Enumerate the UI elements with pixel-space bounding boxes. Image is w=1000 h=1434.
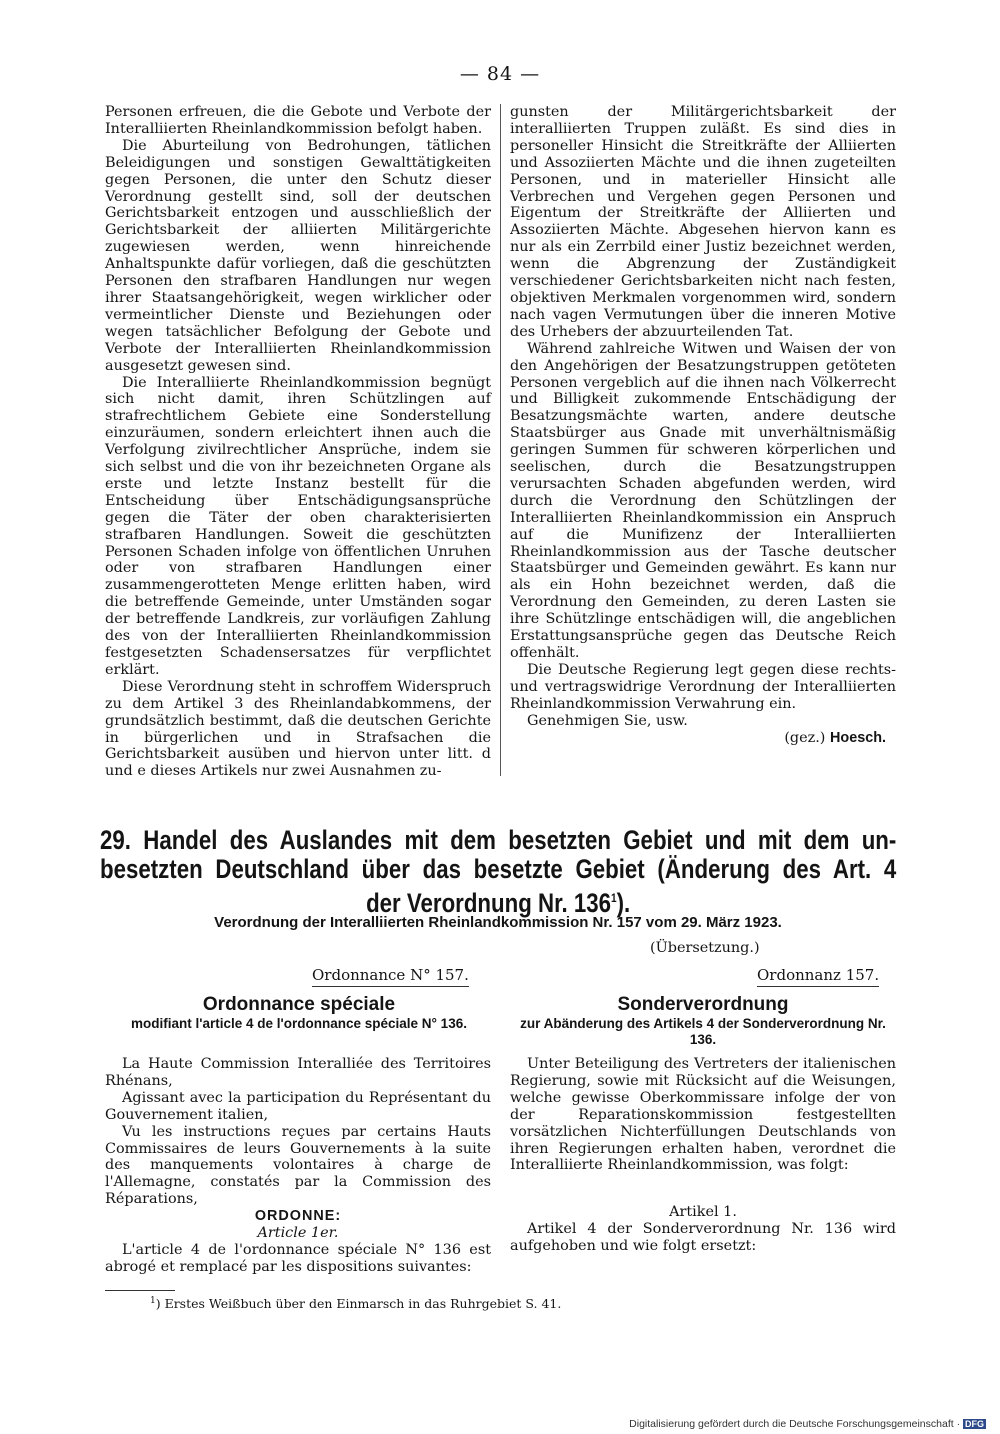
section-title-line: 29. Handel des Auslandes mit dem besetzten Gebiet und mit dem un-: [100, 825, 897, 855]
footnote-divider: [105, 1290, 175, 1291]
german-ordonnanz-heading: Ordonnanz 157.: [757, 966, 879, 987]
paragraph: Agissant avec la participation du Représentant du Gouvernement italien,: [105, 1089, 491, 1123]
digitization-credit: [629, 1418, 986, 1430]
paragraph: Diese Verordnung steht in schroffem Widerspruch zu dem Artikel 3 des Rheinlandabkommens, der grundsätzlich bestimmt, daß die deutschen Gerichte in bürgerlichen und in Strafsachen die Gerichtsbarkeit ausüben und hiervon unter litt. d und e dieses Artikels nur zwei Ausnahmen zu-: [105, 678, 491, 780]
french-subtitle-main: Ordonnance spéciale: [202, 994, 396, 1015]
footnote: [150, 1296, 561, 1311]
translation-note: (Übersetzung.): [650, 940, 760, 956]
section-title-line: besetzten Deutschland über das besetzte Gebiet (Änderung des Art. 4: [100, 854, 897, 884]
signature: [510, 730, 896, 747]
section-title: [100, 826, 896, 918]
french-ordonnance-heading: Ordonnance N° 157.: [312, 966, 469, 987]
page-number: — 84 —: [459, 63, 541, 85]
paragraph: Vu les instructions reçues par certains Hauts Commissaires de leurs Gouvernements à la suite des manquements volontaires à charge de l'Allemagne, constatés par la Commission des Réparations,: [105, 1123, 491, 1208]
paragraph: Die Aburteilung von Bedrohungen, tätlichen Beleidigungen und sonstigen Gewalttätigkeiten gegen Personen, die unter den Schutz dieser Verordnung gestellt sind, soll der deutschen Gerichtsbarkeit entzogen und ausschließlich der Gerichtsbarkeit der alliierten Militärgerichte zugewiesen werden, wenn hinreichende Anhaltspunkte dafür vorliegen, daß die geschützten Personen den strafbaren Handlungen nur wegen ihrer Staatsangehörigkeit, wegen wirklicher oder vermeintlicher Dienste und Beziehungen oder wegen tatsächlicher Befolgung der Gebote und Verbote der Interalliierten Rheinlandkommission ausgesetzt gewesen sind.: [105, 137, 491, 374]
paragraph: La Haute Commission Interalliée des Territoires Rhénans,: [105, 1056, 491, 1089]
german-subtitle: [508, 994, 898, 1048]
paragraph: Genehmigen Sie, usw.: [527, 712, 688, 729]
signature-name: Hoesch.: [830, 729, 886, 746]
decree-subtitle: Verordnung der Interalliierten Rheinlandkommission Nr. 157 vom 29. März 1923.: [214, 914, 782, 931]
dfg-logo: DFG: [965, 1419, 984, 1429]
german-text-column: [510, 1056, 896, 1255]
left-column-top: [105, 104, 491, 780]
ordonne-heading: ORDONNE:: [254, 1208, 342, 1225]
paragraph: Artikel 4 der Sonderverordnung Nr. 136 wird aufgehoben und wie folgt ersetzt:: [510, 1221, 896, 1255]
section-title-end: ).: [616, 887, 631, 918]
paragraph: Die Interalliierte Rheinlandkommission begnügt sich nicht damit, ihren Schützlingen auf strafrechtlichem Gebiete eine Sonderstellung einzuräumen, sondern erleichtert ihnen auch die Verfolgung zivilrechtlicher Ansprüche, indem sie sich selbst und die von ihr bezeichneten Organe als erste und letzte Instanz bestellt für die Entscheidung über Entschädigungsansprüche gegen die Täter der oben charakterisierten strafbaren Handlungen. Soweit die geschützten Personen Schaden infolge von öffentlichen Unruhen oder von strafbaren Handlungen einer zusammengerotteten Menge erlitten haben, wird die betreffende Gemeinde, unter Umständen sogar der betreffende Landkreis, zur vorläufigen Zahlung des von der Interalliierten Rheinlandkommission festgesetzten Schadensersatzes für verpflichtet erklärt.: [105, 374, 491, 678]
german-article-label: Artikel 1.: [669, 1204, 737, 1221]
credit-text: Digitalisierung gefördert durch die Deutsche Forschungsgemeinschaft ·: [629, 1418, 961, 1430]
german-subtitle-detail: zur Abänderung des Artikels 4 der Sonderverordnung Nr. 136.: [520, 1016, 886, 1047]
paragraph: gunsten der Militärgerichtsbarkeit der interalliierten Truppen zuläßt. Es sind dies in personeller Hinsicht die Streitkräfte der Alliierten und Assoziierten Mächte und die ihnen zugeteilten Personen, und in materieller Hinsicht alle Verbrechen und Vergehen gegen Personen und Eigentum der Streitkräfte der Alliierten und Assoziierten Mächte. Abgesehen hiervon kann es nur als ein Zerrbild einer Justiz bezeichnet werden, wenn die Abgrenzung der Zuständigkeit verschiedener Gerichtsbarkeiten nicht nach festen, objektiven Merkmalen vorgenommen wird, sondern nach vagen Vermutungen über die inneren Motive des Urhebers der abzuurteilenden Tat.: [510, 104, 896, 340]
paragraph: Unter Beteiligung des Vertreters der italienischen Regierung, sowie mit Rücksicht auf die Weisungen, welche gewisse Oberkommissare infolge der von der Reparationskommission festgestellten vorsätzlichen Nichterfüllungen Deutschlands von ihren Regierungen erhalten haben, verordnet die Interalliierte Rheinlandkommission, was folgt:: [510, 1056, 896, 1174]
german-subtitle-main: Sonderverordnung: [617, 994, 789, 1015]
french-text-column: [105, 1056, 491, 1276]
footnote-text: ) Erstes Weißbuch über den Einmarsch in das Ruhrgebiet S. 41.: [155, 1296, 562, 1312]
french-subtitle: [104, 994, 494, 1032]
footnote-mark: 1: [611, 891, 617, 905]
paragraph: L'article 4 de l'ordonnance spéciale N° 136 est abrogé et remplacé par les dispositions suivantes:: [105, 1241, 491, 1275]
right-column-top: [510, 104, 896, 746]
footnote-number: 1: [150, 1296, 156, 1306]
french-subtitle-detail: modifiant l'article 4 de l'ordonnance spéciale N° 136.: [131, 1016, 467, 1031]
column-divider: [500, 104, 501, 776]
paragraph: Die Deutsche Regierung legt gegen diese rechts- und vertragswidrige Verordnung der Interalliierten Rheinlandkommission Verwahrung ein.: [510, 661, 896, 712]
section-title-line-final: [100, 884, 896, 918]
paragraph: Während zahlreiche Witwen und Waisen der von den Angehörigen der Besatzungstruppen getöteten Personen vergeblich auf die ihnen nach Völkerrecht und Billigkeit zukommende Entschädigung der Besatzungsmächte warten, andere deutsche Staatsbürger aus Gnade mit unverhältnismäßig geringen Summen für schweren körperlichen und seelischen, durch die Besatzungstruppen verursachten Schaden abgefunden werden, wird durch die Verordnung den Schützlingen der Interalliierten Rheinlandkommission ein Anspruch auf die Munifizenz der Interalliierten Rheinlandkommission aus der Tasche deutscher Staatsbürger und Gemeinden gewährt. Es kann nur als ein Hohn bezeichnet werden, daß die Verordnung den Gemeinden, zu deren Lasten sie ihre Schützlinge entschädigen will, die angeblichen Erstattungsansprüche gegen das Deutsche Reich offenhält.: [510, 340, 896, 661]
french-article-label: Article 1er.: [257, 1225, 339, 1242]
signature-prefix: (gez.): [784, 729, 826, 746]
section-title-line: der Verordnung Nr. 136: [366, 887, 612, 918]
paragraph: Personen erfreuen, die die Gebote und Verbote der Interalliierten Rheinlandkommission befolgt haben.: [105, 104, 491, 137]
